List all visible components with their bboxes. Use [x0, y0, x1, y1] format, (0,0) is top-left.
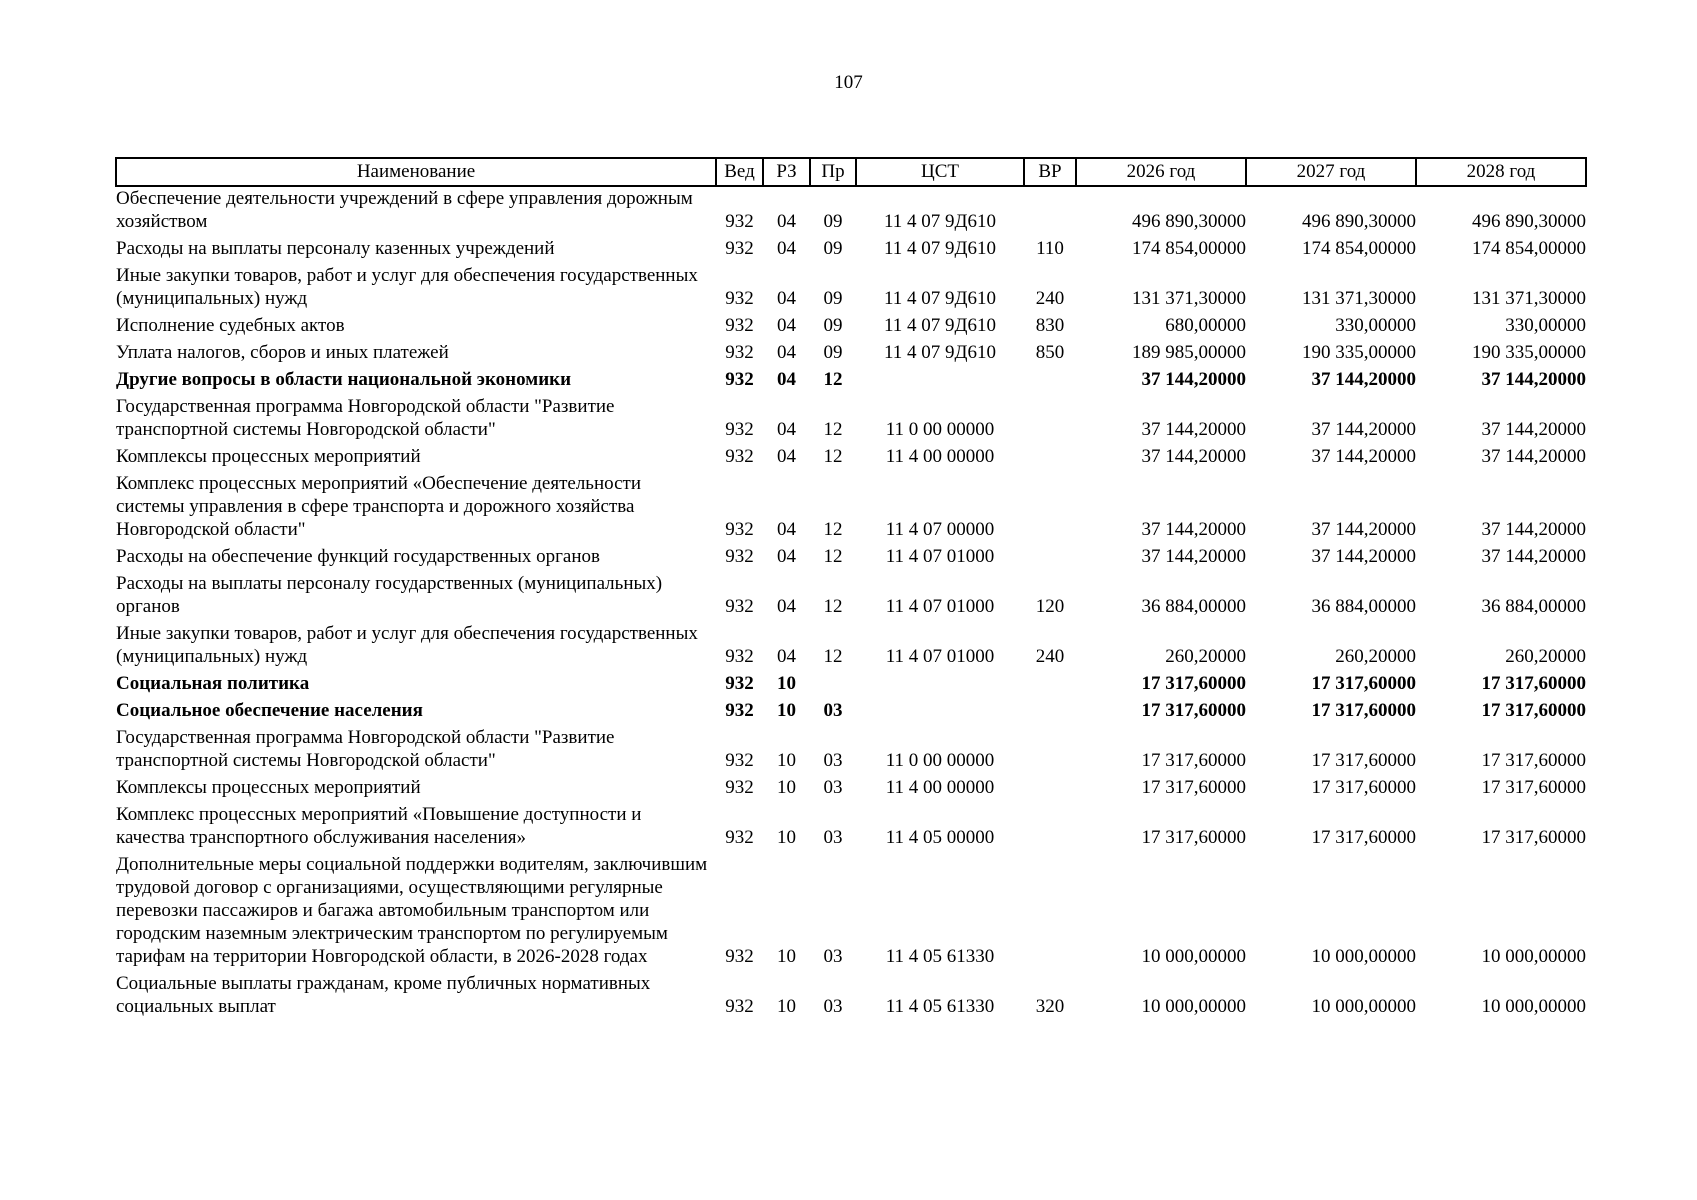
- cell-2027: 174 854,00000: [1302, 238, 1416, 259]
- table-row: [116, 853, 1586, 972]
- header-rz: РЗ: [763, 158, 810, 186]
- table-row: [116, 368, 1586, 395]
- cell-2027: 36 884,00000: [1311, 596, 1416, 617]
- table-row: [116, 699, 1586, 726]
- cell-rz: 04: [777, 419, 796, 440]
- cell-pr: 12: [823, 419, 843, 440]
- header-2026: 2026 год: [1076, 158, 1246, 186]
- cell-rz: 04: [777, 288, 796, 309]
- cell-2028: 17 317,60000: [1481, 777, 1586, 798]
- cell-2027: 496 890,30000: [1302, 211, 1416, 232]
- cell-pr: 09: [823, 315, 843, 336]
- cell-pr: 03: [823, 700, 843, 721]
- cell-cst: 11 4 07 00000: [885, 519, 995, 540]
- table-header-row: [116, 158, 1586, 186]
- cell-vr: 110: [1036, 238, 1064, 259]
- cell-2027: 131 371,30000: [1302, 288, 1416, 309]
- header-cst: ЦСТ: [856, 158, 1024, 186]
- cell-ved: 932: [725, 996, 754, 1017]
- cell-pr: 12: [823, 546, 843, 567]
- cell-cst: [856, 699, 1024, 726]
- cell-name: Иные закупки товаров, работ и услуг для обеспечения государственных (муниципальных) нужд: [116, 265, 698, 309]
- table-row: [116, 726, 1586, 776]
- cell-2027: 17 317,60000: [1311, 777, 1416, 798]
- cell-2028: 131 371,30000: [1472, 288, 1586, 309]
- header-name: Наименование: [116, 158, 716, 186]
- cell-rz: 04: [777, 315, 796, 336]
- cell-ved: 932: [725, 946, 754, 967]
- cell-2027: 330,00000: [1335, 315, 1416, 336]
- cell-2026: 189 985,00000: [1132, 342, 1246, 363]
- cell-name: Иные закупки товаров, работ и услуг для обеспечения государственных (муниципальных) нужд: [116, 623, 698, 667]
- cell-2028: 496 890,30000: [1472, 211, 1586, 232]
- cell-vr: 850: [1035, 342, 1065, 363]
- cell-name: Комплексы процессных мероприятий: [116, 446, 421, 467]
- cell-2026: 17 317,60000: [1141, 827, 1246, 848]
- cell-2026: 37 144,20000: [1141, 419, 1246, 440]
- cell-2028: 17 317,60000: [1481, 673, 1586, 694]
- table-row: [116, 314, 1586, 341]
- cell-pr: 09: [823, 238, 843, 259]
- cell-2027: 17 317,60000: [1311, 827, 1416, 848]
- cell-2026: 17 317,60000: [1141, 700, 1246, 721]
- cell-name: Государственная программа Новгородской области "Развитие транспортной системы Новгородской области": [116, 727, 615, 771]
- cell-2028: 37 144,20000: [1481, 446, 1586, 467]
- cell-pr: 12: [823, 596, 843, 617]
- cell-2026: 10 000,00000: [1141, 996, 1246, 1017]
- cell-vr: [1024, 853, 1076, 972]
- table-row: [116, 972, 1586, 1022]
- cell-vr: [1024, 445, 1076, 472]
- cell-pr: 03: [823, 777, 843, 798]
- cell-2028: 37 144,20000: [1481, 519, 1586, 540]
- cell-ved: 932: [725, 419, 754, 440]
- cell-rz: 10: [777, 673, 796, 694]
- header-ved: Вед: [716, 158, 763, 186]
- table-body: [116, 186, 1586, 1022]
- cell-pr: 09: [823, 288, 843, 309]
- page-number: 107: [834, 72, 863, 93]
- header-2027: 2027 год: [1246, 158, 1416, 186]
- table-row: [116, 776, 1586, 803]
- cell-name: Дополнительные меры социальной поддержки водителям, заключившим трудовой договор с организациями, осуществляющими регулярные перевозки пассажиров и багажа автомобильным транспортом или городским наземным электрическим транспортом по регулируемым тарифам на территории Новгородской области, в 2026-2028 годах: [116, 854, 708, 967]
- cell-rz: 04: [777, 342, 796, 363]
- cell-2027: 17 317,60000: [1311, 700, 1416, 721]
- cell-2026: 37 144,20000: [1141, 519, 1246, 540]
- cell-pr: 09: [823, 342, 843, 363]
- cell-vr: 830: [1035, 315, 1065, 336]
- cell-2026: 17 317,60000: [1141, 777, 1246, 798]
- cell-2026: 131 371,30000: [1132, 288, 1246, 309]
- cell-ved: 932: [725, 750, 754, 771]
- cell-pr: 12: [823, 519, 843, 540]
- budget-table: [115, 157, 1587, 1022]
- cell-2027: 190 335,00000: [1302, 342, 1416, 363]
- table-row: [116, 545, 1586, 572]
- header-pr: Пр: [810, 158, 856, 186]
- cell-rz: 04: [777, 646, 796, 667]
- cell-2027: 37 144,20000: [1311, 446, 1416, 467]
- cell-pr: 03: [823, 827, 843, 848]
- cell-2028: 17 317,60000: [1481, 750, 1586, 771]
- cell-2028: 190 335,00000: [1472, 342, 1586, 363]
- cell-ved: 932: [725, 446, 754, 467]
- cell-rz: 04: [777, 596, 796, 617]
- cell-ved: 932: [725, 315, 754, 336]
- cell-2028: 174 854,00000: [1472, 238, 1586, 259]
- cell-ved: 932: [725, 211, 754, 232]
- table-row: [116, 572, 1586, 622]
- cell-2027: 17 317,60000: [1311, 750, 1416, 771]
- cell-cst: 11 4 07 9Д610: [883, 288, 996, 309]
- cell-2026: 17 317,60000: [1141, 673, 1246, 694]
- header-vr: ВР: [1024, 158, 1076, 186]
- cell-ved: 932: [725, 700, 754, 721]
- table-row: [116, 622, 1586, 672]
- cell-2026: 37 144,20000: [1141, 369, 1246, 390]
- cell-rz: 04: [777, 546, 796, 567]
- cell-name: Уплата налогов, сборов и иных платежей: [116, 342, 449, 363]
- cell-vr: [1024, 672, 1076, 699]
- cell-cst: 11 0 00 00000: [885, 750, 995, 771]
- cell-2027: 37 144,20000: [1311, 519, 1416, 540]
- cell-2026: 174 854,00000: [1132, 238, 1246, 259]
- cell-name: Государственная программа Новгородской области "Развитие транспортной системы Новгородской области": [116, 396, 615, 440]
- cell-name: Расходы на выплаты персоналу казенных учреждений: [116, 238, 555, 259]
- cell-vr: [1024, 545, 1076, 572]
- cell-ved: 932: [725, 342, 754, 363]
- cell-vr: 320: [1035, 996, 1065, 1017]
- cell-cst: 11 4 07 9Д610: [883, 211, 996, 232]
- cell-pr: 03: [823, 996, 843, 1017]
- cell-rz: 04: [777, 211, 796, 232]
- cell-2028: 17 317,60000: [1481, 827, 1586, 848]
- cell-vr: [1024, 803, 1076, 853]
- cell-pr: 09: [823, 211, 843, 232]
- cell-2027: 37 144,20000: [1311, 369, 1416, 390]
- cell-cst: 11 4 07 9Д610: [883, 315, 996, 336]
- cell-2026: 37 144,20000: [1141, 546, 1246, 567]
- cell-rz: 10: [777, 827, 796, 848]
- cell-2027: 10 000,00000: [1311, 946, 1416, 967]
- cell-rz: 10: [777, 700, 796, 721]
- cell-rz: 04: [777, 369, 796, 390]
- table-row: [116, 341, 1586, 368]
- cell-cst: 11 4 00 00000: [885, 777, 995, 798]
- cell-name: Социальные выплаты гражданам, кроме публичных нормативных социальных выплат: [116, 973, 651, 1017]
- cell-2027: 37 144,20000: [1311, 419, 1416, 440]
- cell-vr: [1024, 726, 1076, 776]
- cell-ved: 932: [725, 827, 754, 848]
- cell-vr: 240: [1035, 646, 1065, 667]
- cell-cst: 11 4 07 01000: [885, 546, 995, 567]
- cell-rz: 10: [777, 777, 796, 798]
- cell-vr: 240: [1035, 288, 1065, 309]
- table-row: [116, 445, 1586, 472]
- cell-ved: 932: [725, 519, 754, 540]
- cell-cst: 11 4 00 00000: [885, 446, 995, 467]
- cell-pr: 12: [823, 446, 843, 467]
- cell-2026: 17 317,60000: [1141, 750, 1246, 771]
- cell-2026: 260,20000: [1165, 646, 1246, 667]
- cell-rz: 04: [777, 238, 796, 259]
- cell-2027: 260,20000: [1335, 646, 1416, 667]
- cell-vr: [1024, 776, 1076, 803]
- cell-2027: 10 000,00000: [1311, 996, 1416, 1017]
- cell-vr: [1024, 699, 1076, 726]
- cell-ved: 932: [725, 596, 754, 617]
- cell-ved: 932: [725, 777, 754, 798]
- cell-ved: 932: [725, 288, 754, 309]
- cell-vr: [1024, 395, 1076, 445]
- cell-name: Другие вопросы в области национальной экономики: [116, 369, 572, 390]
- cell-vr: [1024, 186, 1076, 237]
- cell-name: Социальная политика: [116, 673, 310, 694]
- cell-cst: 11 4 07 01000: [885, 646, 995, 667]
- cell-pr: 12: [823, 646, 843, 667]
- table-row: [116, 264, 1586, 314]
- cell-cst: 11 4 07 01000: [885, 596, 995, 617]
- cell-cst: 11 4 05 00000: [885, 827, 995, 848]
- cell-pr: [810, 672, 856, 699]
- cell-vr: [1024, 368, 1076, 395]
- cell-name: Обеспечение деятельности учреждений в сфере управления дорожным хозяйством: [116, 188, 693, 232]
- cell-2028: 10 000,00000: [1481, 996, 1586, 1017]
- cell-2028: 330,00000: [1505, 315, 1586, 336]
- table-row: [116, 237, 1586, 264]
- cell-name: Комплекс процессных мероприятий «Повышение доступности и качества транспортного обслуживания населения»: [116, 804, 642, 848]
- cell-name: Социальное обеспечение населения: [116, 700, 423, 721]
- cell-name: Расходы на обеспечение функций государственных органов: [116, 546, 600, 567]
- cell-2027: 37 144,20000: [1311, 546, 1416, 567]
- cell-cst: [856, 672, 1024, 699]
- cell-name: Комплексы процессных мероприятий: [116, 777, 421, 798]
- cell-2026: 36 884,00000: [1141, 596, 1246, 617]
- cell-ved: 932: [725, 546, 754, 567]
- table-row: [116, 395, 1586, 445]
- cell-cst: 11 4 07 9Д610: [883, 342, 996, 363]
- cell-2028: 10 000,00000: [1481, 946, 1586, 967]
- cell-cst: 11 4 05 61330: [885, 996, 995, 1017]
- header-2028: 2028 год: [1416, 158, 1586, 186]
- table-row: [116, 472, 1586, 545]
- cell-ved: 932: [725, 646, 754, 667]
- cell-2028: 37 144,20000: [1481, 419, 1586, 440]
- cell-2027: 17 317,60000: [1311, 673, 1416, 694]
- cell-cst: [856, 368, 1024, 395]
- cell-2028: 36 884,00000: [1481, 596, 1586, 617]
- cell-vr: [1024, 472, 1076, 545]
- cell-rz: 10: [777, 946, 796, 967]
- cell-2028: 17 317,60000: [1481, 700, 1586, 721]
- cell-2028: 260,20000: [1505, 646, 1586, 667]
- cell-name: Исполнение судебных актов: [116, 315, 345, 336]
- table-row: [116, 803, 1586, 853]
- cell-rz: 10: [777, 750, 796, 771]
- cell-cst: 11 0 00 00000: [885, 419, 995, 440]
- cell-pr: 12: [823, 369, 843, 390]
- cell-2028: 37 144,20000: [1481, 546, 1586, 567]
- cell-ved: 932: [725, 673, 754, 694]
- cell-name: Расходы на выплаты персоналу государственных (муниципальных) органов: [116, 573, 663, 617]
- cell-ved: 932: [725, 369, 754, 390]
- cell-pr: 03: [823, 750, 843, 771]
- cell-vr: 120: [1035, 596, 1065, 617]
- cell-2026: 37 144,20000: [1141, 446, 1246, 467]
- cell-rz: 10: [777, 996, 796, 1017]
- cell-2028: 37 144,20000: [1481, 369, 1586, 390]
- cell-rz: 04: [777, 519, 796, 540]
- table-row: [116, 186, 1586, 237]
- cell-2026: 10 000,00000: [1141, 946, 1246, 967]
- cell-2026: 680,00000: [1165, 315, 1246, 336]
- cell-cst: 11 4 05 61330: [885, 946, 995, 967]
- cell-pr: 03: [823, 946, 843, 967]
- cell-ved: 932: [725, 238, 754, 259]
- table-row: [116, 672, 1586, 699]
- cell-name: Комплекс процессных мероприятий «Обеспечение деятельности системы управления в сфере транспорта и дорожного хозяйства Новгородской области": [116, 473, 642, 540]
- cell-2026: 496 890,30000: [1132, 211, 1246, 232]
- cell-rz: 04: [777, 446, 796, 467]
- cell-cst: 11 4 07 9Д610: [883, 238, 996, 259]
